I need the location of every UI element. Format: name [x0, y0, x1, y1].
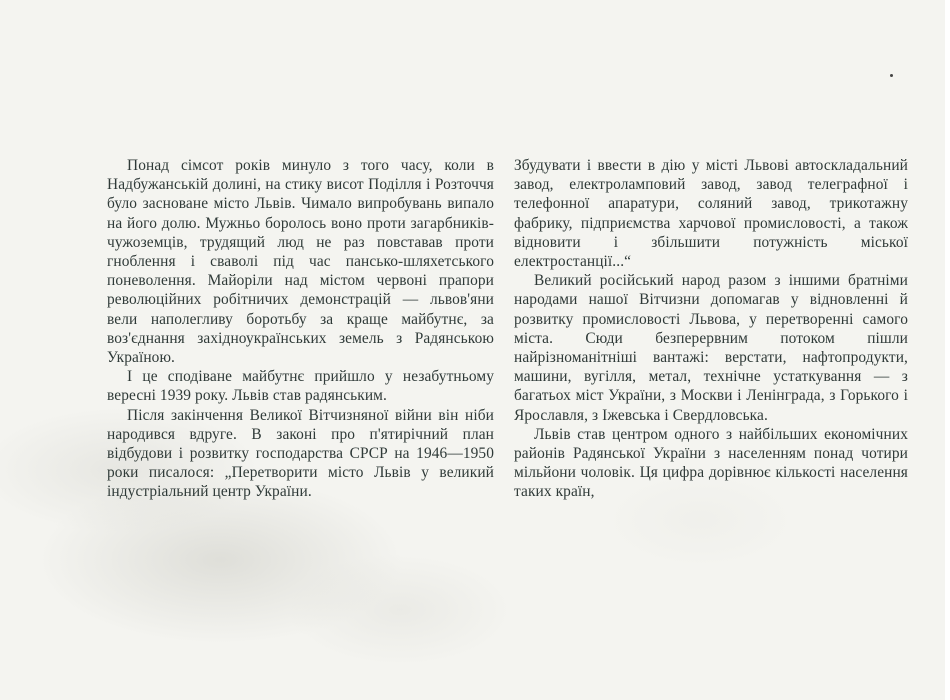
- left-text-column: [107, 156, 494, 502]
- paragraph: Після закінчення Великої Вітчизняної війни він ніби народився вдруге. В законі про п'ятирічний план відбудови і розвитку господарства СРСР на 1946—1950 роки писалося: „Перетворити місто Львів у великий індустріальний центр України.: [107, 406, 494, 501]
- paragraph: Великий російський народ разом з іншими братніми народами нашої Вітчизни допомагав у відновленні й розвитку промисловості Львова, у перетворенні самого міста. Сюди безперервним потоком пішли найрізноманітніші вантажі: верстати, нафтопродукти, машини, вугілля, метал, технічне устаткування — з багатьох міст України, з Москви і Ленінграда, з Горького і Ярославля, з Іжевська і Свердловська.: [514, 272, 908, 424]
- paragraph-continuation: Збудувати і ввести в дію у місті Львові автоскладальний завод, електроламповий завод, завод телеграфної і телефонної апаратури, соляний завод, трикотажну фабрику, підприємства харчової промисловості, а також відновити і збільшити потужність міської електростанції...“: [514, 157, 908, 271]
- ink-speck: [890, 74, 893, 77]
- paragraph: Понад сімсот років минуло з того часу, коли в Надбужанській долині, на стику висот Поділля і Розточчя було засноване місто Львів. Чимало випробувань випало на його долю. Мужньо боролось воно проти загарбників-чужоземців, трудящий люд не раз повставав проти гноблення і сваволі під час пансько-шляхетського поневолення. Майоріли над містом червоні прапори революційних робітничих демонстрацій — львов'яни вели наполегливу боротьбу за краще майбутнє, за воз'єднання західноукраїнських земель з Радянською Україною.: [107, 157, 494, 367]
- right-text-column: [514, 156, 908, 502]
- paragraph: Львів став центром одного з найбільших економічних районів Радянської України з населенням понад чотири мільйони чоловік. Ця цифра дорівнює кількості населення таких країн,: [514, 425, 908, 501]
- paragraph: І це сподіване майбутнє прийшло у незабутньому вересні 1939 року. Львів став радянським.: [107, 368, 494, 405]
